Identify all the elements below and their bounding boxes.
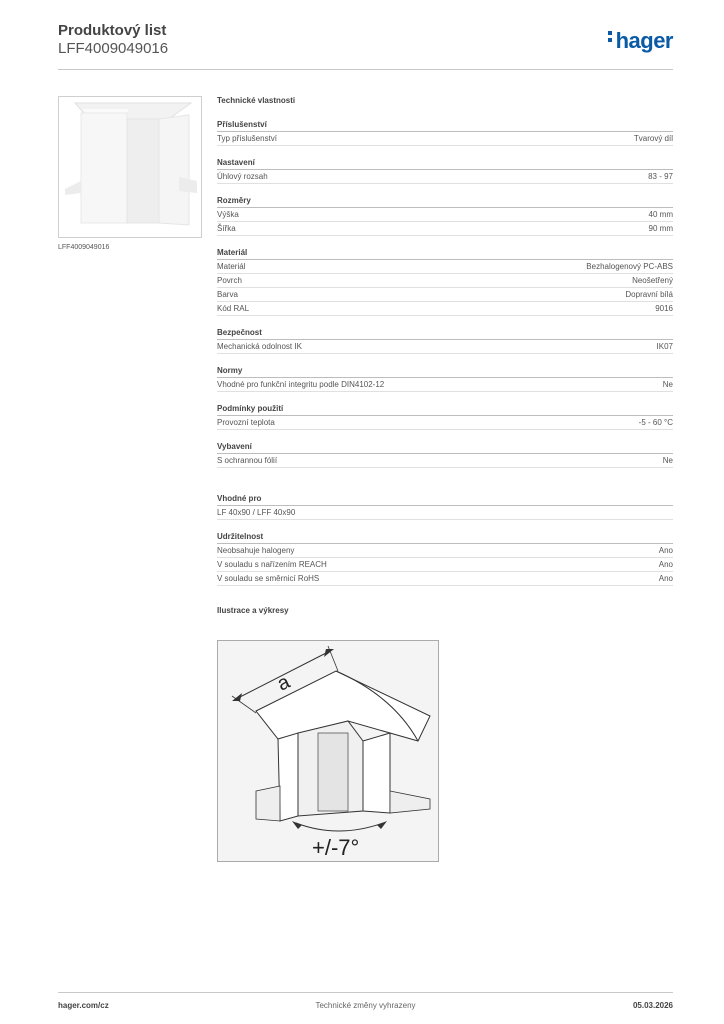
thumbnail-caption: LFF4009049016 [58,244,110,251]
group-title-settings: Nastavení [217,158,673,170]
product-image [59,97,201,237]
group-title-equipment: Vybavení [217,442,673,454]
spec-table [217,96,673,618]
document-title: Produktový list [58,22,167,39]
group-title-safety: Bezpečnost [217,328,673,340]
logo-dots-icon [608,31,613,45]
section-heading-illustrations: Ilustrace a výkresy [217,606,289,615]
section-heading-technical: Technické vlastnosti [217,96,296,105]
angle-label: +/-7° [312,835,360,860]
group-title-accessories: Příslušenství [217,120,673,132]
footer-website: hager.com/cz [58,1001,109,1010]
drawing-svg [218,641,438,861]
hager-logo [608,28,673,54]
spec-row: Typ příslušenství Tvarový díl [217,132,673,146]
spec-row: Kód RAL 9016 [217,302,673,316]
spec-row: Šířka 90 mm [217,222,673,236]
product-code: LFF4009049016 [58,40,169,57]
spec-row: Úhlový rozsah 83 - 97 [217,170,673,184]
spec-row: V souladu s nařízením REACH Ano [217,558,673,572]
spec-row: Materiál Bezhalogenový PC-ABS [217,260,673,274]
spec-row: Povrch Neošetřený [217,274,673,288]
spec-row: LF 40x90 / LFF 40x90 [217,506,673,520]
logo-text: hager [615,28,673,53]
group-title-sustainability: Udržitelnost [217,532,673,544]
group-title-dimensions: Rozměry [217,196,673,208]
group-title-suitable-for: Vhodné pro [217,494,673,506]
spec-row: Provozní teplota -5 - 60 °C [217,416,673,430]
group-title-conditions: Podmínky použití [217,404,673,416]
spec-row: Neobsahuje halogeny Ano [217,544,673,558]
group-title-material: Materiál [217,248,673,260]
spec-row: S ochrannou fólií Ne [217,454,673,468]
spec-row: Mechanická odolnost IK IK07 [217,340,673,354]
footer-date: 05.03.2026 [632,1001,673,1010]
spec-row: Barva Dopravní bílá [217,288,673,302]
spec-row: Výška 40 mm [217,208,673,222]
dimension-label: a [273,670,294,696]
spec-row: Vhodné pro funkční integritu podle DIN4102-12 Ne [217,378,673,392]
technical-drawing [217,640,439,862]
group-title-standards: Normy [217,366,673,378]
page-header [58,22,673,70]
spec-row: V souladu se směrnicí RoHS Ano [217,572,673,586]
page-footer [58,992,673,1012]
footer-disclaimer: Technické změny vyhrazeny [315,1001,416,1010]
product-thumbnail [58,96,202,238]
